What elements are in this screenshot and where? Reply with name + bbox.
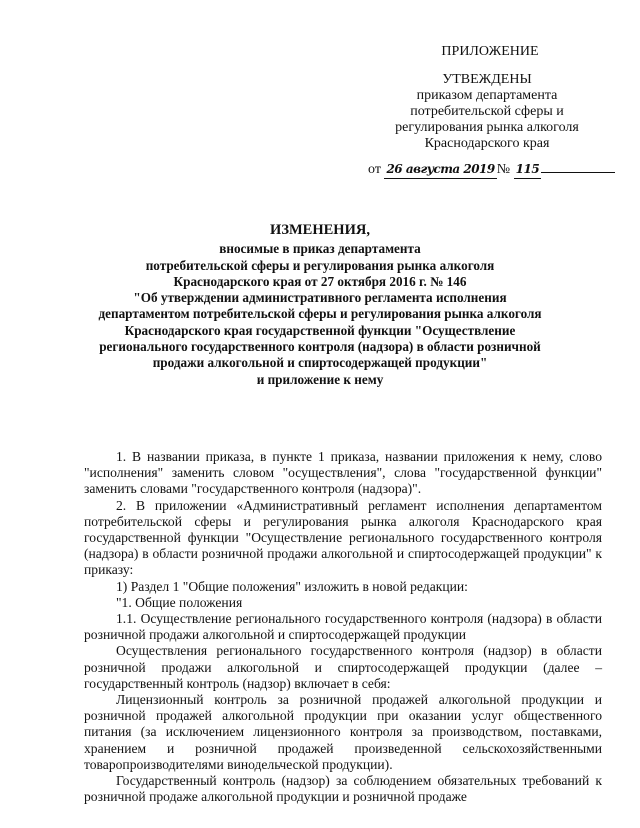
- handwritten-date: 26 августа 2019: [384, 160, 496, 179]
- paragraph-7: Лицензионный контроль за розничной продажей алкогольной продукции и розничной продажей алкогольной продукции при оказании услуг общественного питания (за исключением лицензионного контроля за производством, поставками, хранением и розничной продажей произведенной сельскохозяйственными товаропроизводителями винодельческой продукции).: [84, 692, 602, 772]
- paragraph-6: Осуществления регионального государственного контроля (надзор) в области розничной продажи алкогольной и спиртосодержащей продукции (далее – государственный контроль (надзор) включает в себя:: [84, 643, 602, 691]
- paragraph-5: 1.1. Осуществление регионального государственного контроля (надзора) в области розничной продажи алкогольной и спиртосодержащей продукции: [84, 611, 602, 643]
- title-line: Краснодарского края от 27 октября 2016 г. № 146: [173, 273, 467, 289]
- number-prefix: №: [496, 162, 511, 177]
- paragraph-2: 2. В приложении «Административный регламент исполнения департаментом потребительской сферы и регулирования рынка алкоголя Краснодарского края государственной функции "Осуществление регионального государственного контроля (надзора) в области розничной продажи алкогольной и спиртосодержащей продукции" к приказу:: [84, 497, 602, 578]
- paragraph-1: 1. В названии приказа, в пункте 1 приказа, названии приложения к нему, слово "исполнения" заменить словом "осуществления", слова "государственной функции" заменить словами "государственного контроля (надзора)".: [84, 449, 602, 497]
- title-heading: ИЗМЕНЕНИЯ,: [270, 222, 370, 238]
- title-line: и приложение к нему: [256, 371, 384, 387]
- approval-line-3: регулирования рынка алкоголя: [395, 120, 579, 135]
- approval-line-2: потребительской сферы и: [410, 104, 564, 119]
- paragraph-8: Государственный контроль (надзор) за соблюдением обязательных требований к розничной продаже алкогольной продукции и розничной продаже: [84, 773, 602, 805]
- number-underline: [541, 160, 615, 173]
- title-line: Краснодарского края государственной функции "Осуществление: [124, 322, 516, 338]
- title-line: "Об утверждении административного регламента исполнения: [133, 290, 507, 306]
- approved-label: УТВЕЖДЕНЫ: [442, 72, 532, 87]
- approval-line-4: Краснодарского края: [424, 136, 550, 151]
- appendix-label: ПРИЛОЖЕНИЕ: [441, 44, 539, 59]
- title-line: регионального государственного контроля (надзора) в области розничной: [99, 339, 541, 355]
- title-line: потребительской сферы и регулирования рынка алкоголя: [145, 257, 495, 273]
- approval-block: [362, 44, 612, 152]
- title-line: продажи алкогольной и спиртосодержащей продукции": [152, 355, 488, 371]
- paragraph-3: 1) Раздел 1 "Общие положения" изложить в новой редакции:: [116, 578, 468, 594]
- title-line: департаментом потребительской сферы и регулирования рынка алкоголя: [98, 306, 542, 322]
- paragraph-4: "1. Общие положения: [116, 594, 243, 610]
- from-prefix: от: [368, 162, 381, 177]
- title-line: вносимые в приказ департамента: [219, 241, 421, 257]
- document-title: [70, 222, 570, 388]
- handwritten-number: 115: [514, 160, 542, 179]
- order-date-number: [362, 160, 612, 179]
- document-body: [84, 449, 602, 805]
- approval-line-1: приказом департамента: [416, 88, 558, 103]
